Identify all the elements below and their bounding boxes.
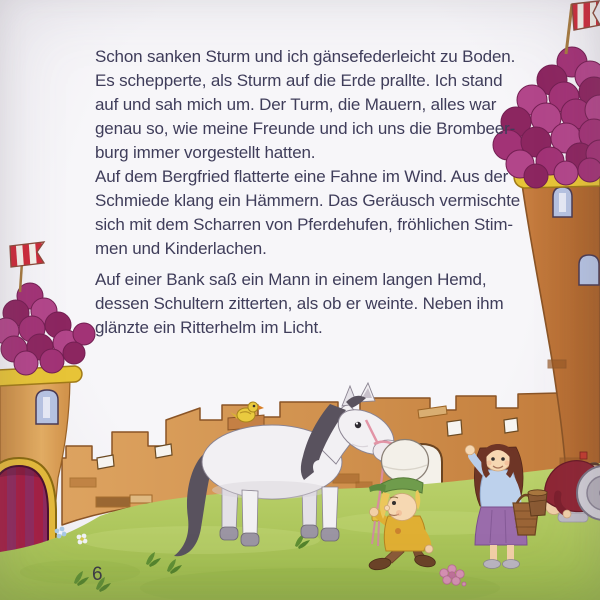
girl-eye (501, 457, 505, 461)
story-line: genau so, wie meine Freunde und ich uns die Brombeer- (95, 119, 516, 138)
horse-eye-highlight (356, 422, 358, 424)
girl-shoe (484, 560, 501, 569)
paragraph-1 (95, 45, 520, 261)
girl-eye (491, 457, 495, 461)
boy-blush (396, 510, 402, 516)
knight-helmet (382, 440, 429, 483)
girl-waving-hand (465, 445, 475, 455)
story-line: auf und sah mich um. Der Turm, die Mauern, alles war (95, 95, 497, 114)
story-line: burg immer vorgestellt hatten. (95, 143, 316, 162)
horse-near-front-leg (322, 487, 338, 533)
boy-eye (392, 501, 396, 505)
horse-belly-shading (212, 481, 328, 499)
paragraph-2 (95, 268, 503, 340)
right-tower-window-1-light (559, 193, 566, 212)
man-hand (563, 510, 571, 518)
story-line: Es schepperte, als Sturm auf die Erde prallte. Ich stand (95, 71, 503, 90)
girl-blush (505, 461, 510, 466)
horse-near-hind-leg (242, 490, 258, 538)
story-line: Schon sanken Sturm und ich gänsefederleicht zu Boden. (95, 47, 516, 66)
story-line: Auf einer Bank saß ein Mann in einem langen Hemd, (95, 270, 487, 289)
story-line: men und Kinderlachen. (95, 239, 267, 258)
story-line: glänzte ein Ritterhelm im Licht. (95, 318, 323, 337)
horse-hoof (321, 528, 339, 541)
story-line: Schmiede klang ein Hämmern. Das Geräusch vermischte (95, 191, 521, 210)
right-tower-window-2 (579, 255, 599, 285)
right-flag (566, 0, 600, 54)
girl-shoe (503, 560, 520, 569)
bird-head (248, 402, 258, 412)
white-flower (77, 534, 88, 545)
boy-hand (370, 508, 379, 517)
boy-back-hand (425, 545, 433, 553)
tunic-patch (395, 528, 401, 534)
horse-hoof (220, 527, 238, 540)
story-line: sich mit dem Scharren von Pferdehufen, fröhlichen Stim- (95, 215, 513, 234)
girl-blush (487, 461, 492, 466)
page-number: 6 (92, 564, 103, 585)
red-wall-stone (580, 452, 587, 459)
horse-hoof (301, 525, 318, 538)
story-line: dessen Schultern zitterten, als ob er weinte. Neben ihm (95, 294, 504, 313)
bird-eye (253, 405, 256, 408)
boy-nose (384, 505, 389, 510)
wooden-bucket (528, 490, 547, 516)
story-line: Auf dem Bergfried flatterte eine Fahne im Wind. Aus der (95, 167, 509, 186)
horse-eye (355, 422, 361, 428)
bird-beak (258, 405, 264, 410)
horse-hoof (241, 533, 259, 546)
left-berry-dome (0, 283, 95, 375)
left-tower-window-light (43, 397, 50, 418)
